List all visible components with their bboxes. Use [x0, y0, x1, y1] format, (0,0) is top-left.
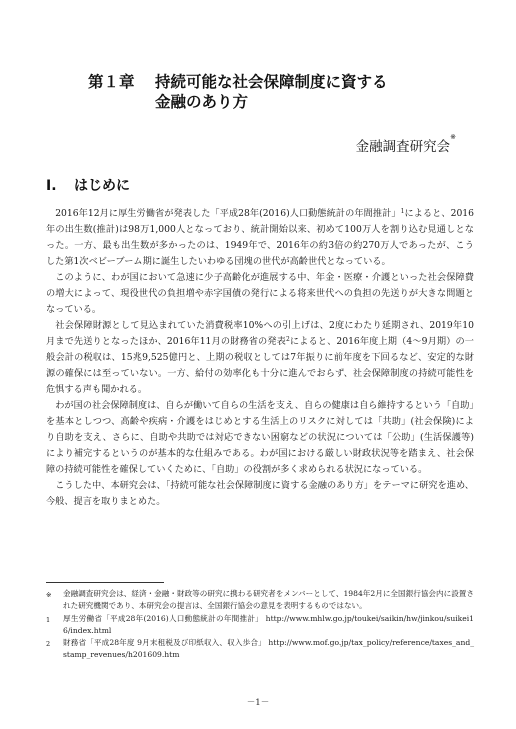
paragraph [46, 270, 474, 318]
footnote-mark: 1 [46, 615, 51, 624]
footnote [46, 588, 474, 613]
footnote-divider [46, 582, 164, 583]
paragraph [46, 318, 474, 398]
page-number: －1－ [246, 698, 270, 708]
author-footnote-mark: ※ [450, 133, 456, 141]
footnote [46, 613, 474, 638]
chapter-title-line2: 金融のあり方 [155, 93, 249, 111]
footnote-mark: ※ [46, 591, 52, 599]
footnote [46, 637, 474, 662]
footnote-text: 財務省「平成28年度 9月末租税及び印紙収入、収入歩合」 http://www.mof.go.jp/tax_policy/reference/taxes_and_stamp_revenues/h201609.htm [63, 638, 474, 660]
chapter-number: 第１章 [88, 73, 135, 91]
chapter-title-line1 [88, 72, 388, 92]
paragraph [46, 206, 474, 270]
paragraph [46, 478, 474, 510]
chapter-title: 持続可能な社会保障制度に資する [155, 73, 388, 91]
paragraph-text: 2016年12月に厚生労働省が発表した「平成28年(2016)人口動態統計の年間推計」 [55, 208, 401, 219]
footnote-text: 金融調査研究会は、経済・金融・財政等の研究に携わる研究者をメンバーとして、1984年2月に全国銀行協会内に設置された研究機関であり、本研究会の提言は、全国銀行協会の意見を表明するものではない。 [63, 589, 474, 611]
section-title: はじめに [74, 178, 130, 194]
paragraph-text: によると、2016年度上期（4～9月期）の一般会計の税収は、15兆9,525億円と、上期の税収としては7年振りに前年度を下回るなど、安定的な財源の確保には至っていない。一方、給付の効率化も十分に進んでおらず、社会保障制度の持続可能性を危惧する声も聞かれる。 [46, 336, 474, 395]
paragraph-text: このように、わが国において急速に少子高齢化が進展する中、年金・医療・介護といった社会保障費の増大によって、現役世代の負担増や赤字国債の発行による将来世代への負担の先送りが大きな問題となっている。 [46, 272, 474, 315]
paragraph [46, 398, 474, 478]
paragraph-text: わが国の社会保障制度は、自らが働いて自らの生活を支え、自らの健康は自ら維持するという「自助」を基本としつつ、高齢や疾病・介護をはじめとする生活上のリスクに対しては「共助」(社会保険)により自助を支え、さらに、自助や共助では対応できない困窮などの状況については「公助」(生活保護等)により補完するというのが基本的な仕組みである。わが国における厳しい財政状況等を踏まえ、社会保障の持続可能性を確保していくために、「自助」の役割が多く求められる状況になっている。 [46, 400, 474, 475]
footnote-ref: 2 [285, 336, 290, 343]
footnote-mark: 2 [46, 640, 51, 649]
chapter-heading [88, 72, 388, 112]
paragraph-text: こうした中、本研究会は、「持続可能な社会保障制度に資する金融のあり方」をテーマに研究を進め、今般、提言を取りまとめた。 [46, 480, 474, 507]
section-number: Ⅰ. [46, 178, 57, 194]
author-name: 金融調査研究会 [355, 139, 451, 155]
body-text [46, 206, 474, 510]
author-line [356, 135, 456, 155]
footnote-text: 厚生労働省「平成28年(2016)人口動態統計の年間推計」 http://www.mhlw.go.jp/toukei/saikin/hw/jinkou/suikei16/index.html [63, 613, 474, 635]
footnote-ref: 1 [400, 208, 405, 215]
paragraph-text: によると、2016年の出生数(推計)は98万1,000人となっており、統計開始以来、初めて100万人を割り込む見通しとなった。一方、最も出生数が多かったのは、1949年で、2016年の約3倍の約270万人であったが、こうした第1次ベビーブーム期に誕生したいわゆる団塊の世代が高齢世代となっている。 [46, 208, 475, 267]
section-heading [46, 175, 130, 195]
paragraph-text: 社会保障財源として見込まれていた消費税率10%への引上げは、2度にわたり延期され、2019年10月まで先送りとなったほか、2016年11月の財務省の発表 [46, 320, 474, 347]
footnotes [46, 588, 474, 662]
